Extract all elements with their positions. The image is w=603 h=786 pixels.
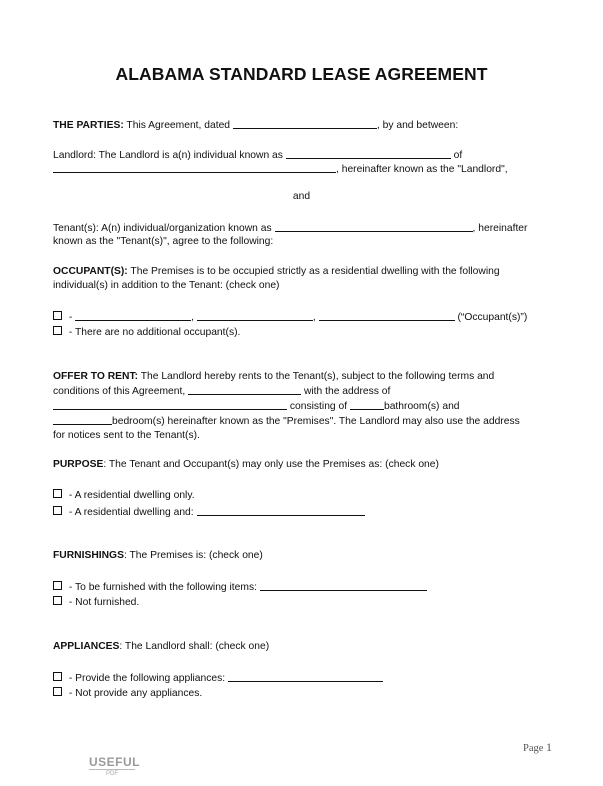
offer-text-2a: conditions of this Agreement,: [53, 386, 189, 397]
appliances-line: [53, 640, 269, 653]
occupants-checkbox-2[interactable]: [53, 326, 62, 335]
occupants-checkbox-1[interactable]: [53, 311, 62, 320]
bedrooms-field[interactable]: [53, 414, 112, 425]
occupants-option-suffix: (“Occupant(s)”): [454, 312, 528, 323]
logo-sub: PDF: [89, 769, 135, 778]
furnishings-checkbox-2[interactable]: [53, 596, 62, 605]
page-number-value: 1: [546, 740, 553, 754]
occupant-name-field-3[interactable]: [319, 310, 455, 321]
landlord-address-field[interactable]: [53, 162, 336, 173]
page-label: Page: [523, 743, 547, 754]
purpose-checkbox-1[interactable]: [53, 489, 62, 498]
offer-line-5: for notices sent to the Tenant(s).: [53, 430, 200, 441]
occupant-name-field-2[interactable]: [197, 310, 313, 321]
furnishings-option-1: [53, 580, 427, 594]
purpose-option-2: [53, 505, 365, 519]
occupants-heading: OCCUPANT(S):: [53, 266, 128, 277]
landlord-line: [53, 148, 462, 162]
furnishings-option-2-label: - Not furnished.: [66, 597, 140, 608]
landlord-of: of: [450, 150, 463, 161]
furnishings-option-1-label: - To be furnished with the following items:: [66, 582, 260, 593]
document-title: ALABAMA STANDARD LEASE AGREEMENT: [115, 64, 488, 84]
agreement-date-field[interactable]: [233, 118, 377, 129]
appliances-heading: APPLIANCES: [53, 641, 120, 652]
parties-text: This Agreement, dated: [123, 120, 233, 131]
offer-line-4: [53, 414, 520, 428]
offer-text-4: bedroom(s) hereinafter known as the "Premises". The Landlord may also use the address: [112, 416, 520, 427]
bathrooms-field[interactable]: [350, 399, 384, 410]
occupants-line-2: individual(s) in addition to the Tenant: (check one): [53, 280, 280, 291]
purpose-line: [53, 458, 439, 471]
logo-text: USEFUL: [89, 755, 140, 769]
tenant-name-field[interactable]: [275, 221, 473, 232]
premises-type-field[interactable]: [188, 384, 301, 395]
appliances-option-1-label: - Provide the following appliances:: [66, 673, 228, 684]
appliances-checkbox-2[interactable]: [53, 687, 62, 696]
furnished-items-field[interactable]: [260, 580, 427, 591]
and-text: and: [292, 191, 311, 202]
offer-line-2: [53, 384, 390, 398]
sep-1: ,: [191, 312, 197, 323]
tenant-line: [53, 221, 527, 235]
appliances-text: : The Landlord shall: (check one): [119, 641, 270, 652]
parties-heading: THE PARTIES:: [53, 120, 124, 131]
offer-text-3b: bathroom(s) and: [383, 401, 460, 412]
parties-line: [53, 118, 458, 132]
appliances-list-field[interactable]: [228, 671, 383, 682]
occupants-option-2-label: - There are no additional occupant(s).: [66, 327, 241, 338]
offer-heading: OFFER TO RENT:: [53, 371, 139, 382]
landlord-address-line: [53, 162, 508, 176]
offer-text-3a: consisting of: [287, 401, 350, 412]
offer-text-2b: with the address of: [301, 386, 391, 397]
tenant-label: Tenant(s): A(n) individual/organization known as: [53, 223, 275, 234]
purpose-other-field[interactable]: [197, 505, 365, 516]
appliances-option-2-label: - Not provide any appliances.: [66, 688, 203, 699]
tenant-line-2: known as the "Tenant(s)", agree to the following:: [53, 236, 274, 247]
offer-line-3: [53, 399, 460, 413]
purpose-text: : The Tenant and Occupant(s) may only use the Premises as: (check one): [103, 459, 439, 470]
purpose-checkbox-2[interactable]: [53, 506, 62, 515]
purpose-option-1-label: - A residential dwelling only.: [66, 490, 195, 501]
appliances-option-1: [53, 671, 383, 685]
tenant-suffix: , hereinafter: [472, 223, 528, 234]
landlord-suffix: , hereinafter known as the "Landlord",: [336, 164, 508, 175]
sep-2: ,: [312, 312, 319, 323]
premises-address-field[interactable]: [53, 399, 287, 410]
furnishings-checkbox-1[interactable]: [53, 581, 62, 590]
landlord-label: Landlord: The Landlord is a(n) individual known as: [53, 150, 286, 161]
landlord-name-field[interactable]: [286, 148, 451, 159]
furnishings-heading: FURNISHINGS: [53, 550, 124, 561]
appliances-option-2: [53, 687, 202, 700]
offer-text-1: The Landlord hereby rents to the Tenant(s), subject to the following terms and: [138, 371, 495, 382]
occupants-line: [53, 265, 500, 278]
offer-line-1: [53, 370, 494, 383]
furnishings-line: [53, 549, 263, 562]
occupants-option-2: [53, 326, 240, 339]
purpose-option-2-label: - A residential dwelling and:: [66, 507, 197, 518]
parties-text-end: , by and between:: [376, 120, 459, 131]
occupants-option-1: [53, 310, 527, 324]
page-number: [523, 740, 552, 755]
occupant-name-field-1[interactable]: [75, 310, 191, 321]
usefulpdf-logo: [89, 755, 140, 778]
furnishings-option-2: [53, 596, 139, 609]
occupants-text: The Premises is to be occupied strictly as a residential dwelling with the following: [127, 266, 500, 277]
appliances-checkbox-1[interactable]: [53, 672, 62, 681]
purpose-heading: PURPOSE: [53, 459, 104, 470]
purpose-option-1: [53, 489, 195, 502]
occupants-option-prefix: -: [66, 312, 76, 323]
furnishings-text: : The Premises is: (check one): [123, 550, 263, 561]
